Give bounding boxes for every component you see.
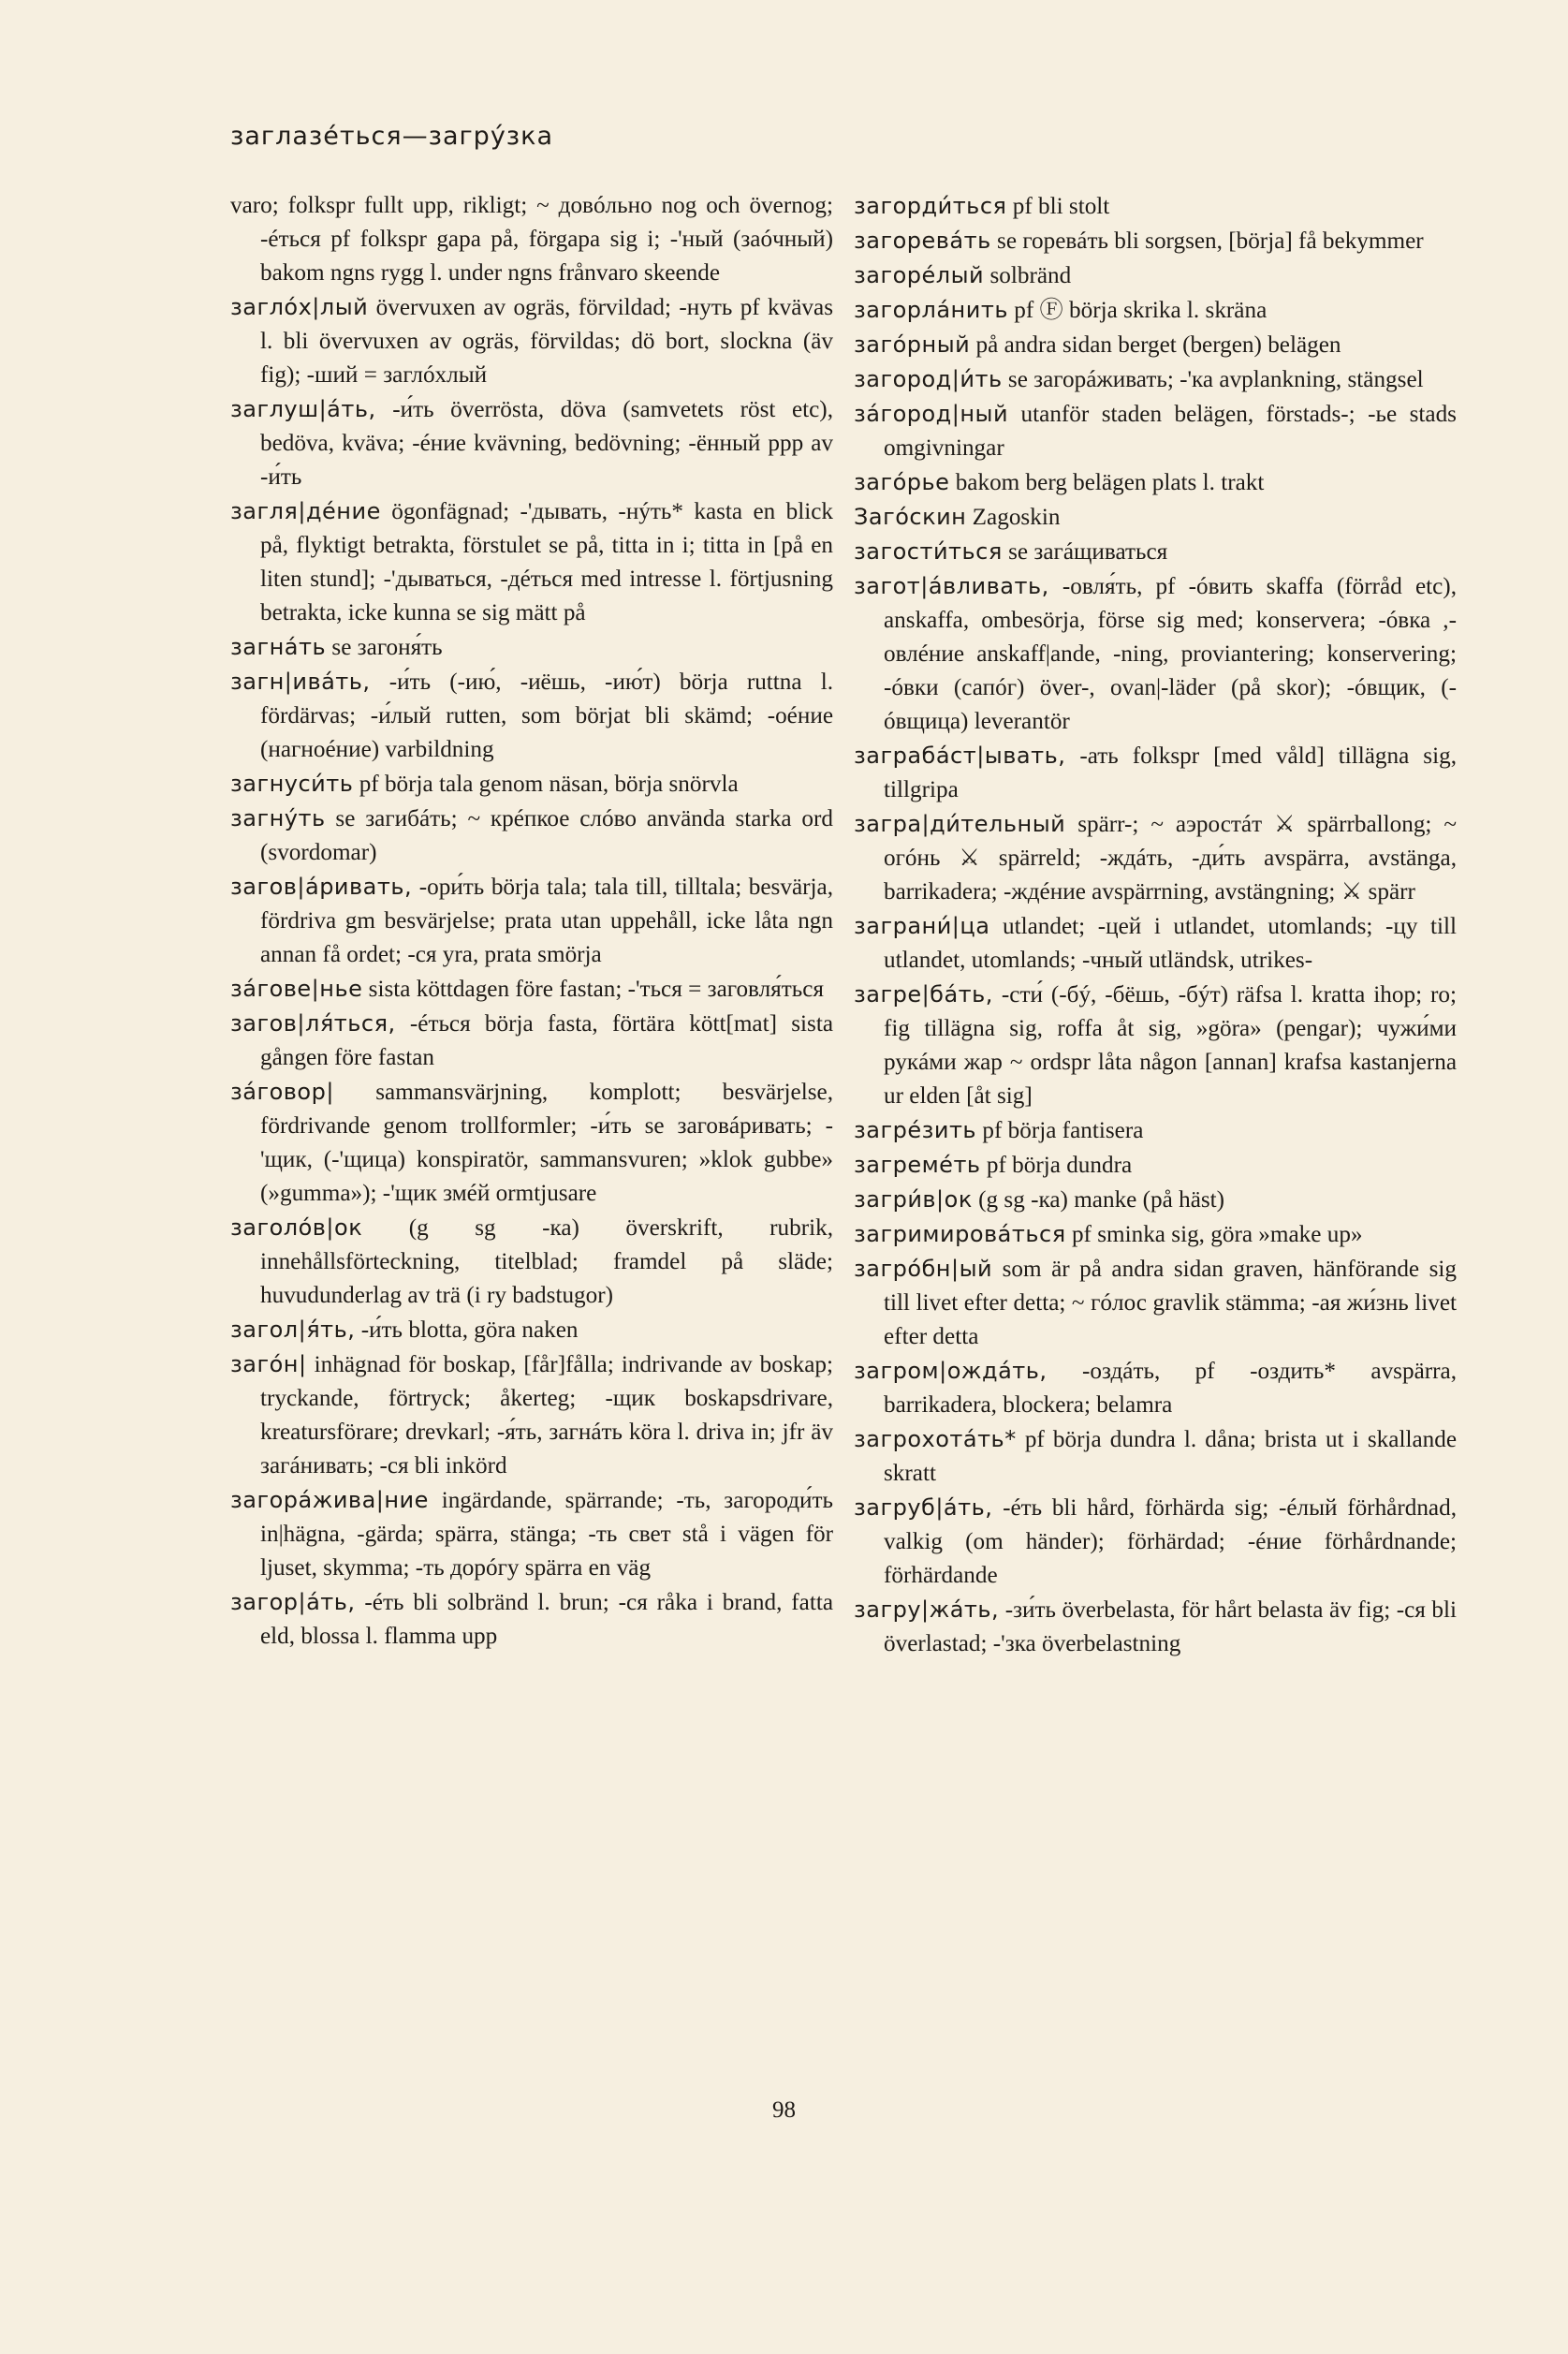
dictionary-entry: [854, 739, 1457, 807]
dictionary-entry: [230, 494, 833, 630]
definition: -овля́ть, pf -óвить skaffa (förråd etc), anskaffa, ombesörja, förse sig med; konservera; -óвка ,-овлéние anskaff|ande, -ning, proviantering; konservering; -óвки (сапóг) över-, ovan|-läder (på skor); -óвщик, (-óвщица) leverantör: [884, 574, 1457, 734]
headword: Загóскин: [854, 504, 967, 530]
headword: заголóв|ок: [230, 1214, 363, 1241]
headword: зáгород|ный: [854, 401, 1009, 427]
headword: загремéть: [854, 1152, 981, 1178]
definition: se загоня́ть: [326, 635, 443, 660]
definition: spärr-; ~ аэростáт ⚔ spärrballong; ~ огóнь ⚔ spärreld; -ждáть, -ди́ть avspärra, avstänga, barrikadera; -ждéние avspärrning, avstängning; ⚔ spärr: [884, 812, 1457, 905]
dictionary-entry: [230, 972, 833, 1007]
dictionary-entry: [230, 870, 833, 972]
headword: загнáть: [230, 634, 327, 660]
dictionary-entry: [854, 1422, 1457, 1491]
dictionary-entry: [854, 1354, 1457, 1422]
definition: sista köttdagen före fastan; -'ться = заговля́ться: [362, 977, 825, 1002]
dictionary-entry: [854, 258, 1457, 293]
definition: pf sminka sig, göra »make up»: [1065, 1222, 1363, 1247]
definition: pf börja tala genom näsan, börja snörvla: [353, 772, 739, 797]
definition: -éться börja fasta, förtära kött[mat] sista gången före fastan: [260, 1011, 833, 1070]
definition: -сти́ (-бý, -бёшь, -бýт) räfsa l. kratta ihop; ro; fig tillägna sig, roffa åt sig, »göra» (pengar); чужи́ми рукáми жар ~ ordspr låta någon [annan] krafsa kastanjerna ur elden [åt sig]: [884, 982, 1457, 1109]
headword: загнýть: [230, 805, 326, 831]
dictionary-entry: [854, 328, 1457, 362]
definition: varo; folkspr fullt upp, rikligt; ~ довóльно nog och övernog; -éться pf folkspr gapa på, förgapa sig i; -'ный (заóчный) bakom ngns rygg l. under ngns frånvaro skeende: [230, 193, 833, 286]
headword: загости́ться: [854, 538, 1003, 565]
definition: pf Ⓕ börja skrika l. skräna: [1007, 298, 1268, 323]
dictionary-entry: [230, 392, 833, 494]
definition: solbränd: [984, 263, 1072, 288]
headword: загóн|: [230, 1351, 307, 1377]
dictionary-entry: [230, 189, 833, 290]
definition: på andra sidan berget (bergen) belägen: [970, 332, 1341, 358]
headword: загорéлый: [854, 262, 985, 288]
headword: загнуси́ть: [230, 771, 354, 797]
headword: загн|ивáть,: [230, 669, 371, 695]
dictionary-entry: [854, 569, 1457, 739]
dictionary-entry: [854, 1148, 1457, 1183]
dictionary-entry: [230, 630, 833, 665]
dictionary-entry: [854, 978, 1457, 1113]
definition: -и́ть överrösta, döva (samvetets röst etc), bedöva, kväva; -éние kvävning, bedövning; -ённый ppp av -и́ть: [260, 397, 833, 490]
headword: загор|áть,: [230, 1589, 356, 1615]
headword: загримировáться: [854, 1221, 1066, 1247]
definition: sammansvärjning, komplott; besvärjelse, fördrivande genom trollformler; -и́ть se заговáривать; -'щик, (-'щица) konspiratör, sammansvuren; »klok gubbe» (»gumma»); -'щик змéй ormtjusare: [260, 1080, 833, 1206]
definition: -ать folkspr [med våld] tillägna sig, tillgripa: [884, 743, 1457, 802]
dictionary-entry: [230, 1313, 833, 1347]
page-number: 98: [772, 2097, 796, 2123]
dictionary-entry: [854, 1113, 1457, 1148]
dictionary-entry: [854, 1183, 1457, 1217]
headword: заграни́|ца: [854, 913, 990, 939]
headword: загов|áривать,: [230, 874, 413, 900]
dictionary-entry: [854, 807, 1457, 909]
headword: загов|ля́ться,: [230, 1010, 396, 1037]
definition: pf börja dundra: [980, 1153, 1133, 1178]
dictionary-entry: [854, 1217, 1457, 1252]
definition: pf börja dundra l. dåna; brista ut i skallande skratt: [884, 1427, 1457, 1486]
definition: se загáщиваться: [1002, 539, 1168, 565]
headword: заглóх|лый: [230, 294, 369, 320]
definition: -зи́ть överbelasta, för hårt belasta äv fig; -ся bli överlastad; -'зка överbelastning: [884, 1597, 1457, 1656]
definition: se загорáживать; -'ка avplankning, stängsel: [1002, 367, 1424, 392]
dictionary-entry: [230, 802, 833, 870]
dictionary-entry: [854, 1252, 1457, 1354]
headword: загруб|áть,: [854, 1494, 993, 1521]
dictionary-entry: [854, 293, 1457, 328]
right-column: [854, 189, 1457, 1661]
headword: зáгове|нье: [230, 976, 363, 1002]
headword: загрóбн|ый: [854, 1256, 993, 1282]
headword: загóрный: [854, 331, 971, 358]
headword: загород|и́ть: [854, 366, 1003, 392]
definition: inhägnad för boskap, [får]fålla; indrivande av boskap; tryckande, förtryck; åkerteg; -щик boskapsdrivare, kreatursförare; drevkarl; -я́ть, загнáть köra l. driva in; jfr äv загáнивать; -ся bli inkörd: [260, 1352, 834, 1479]
headword: заглуш|áть,: [230, 396, 376, 422]
headword: загрéзить: [854, 1117, 977, 1143]
headword: загля|дéние: [230, 498, 381, 524]
running-head: заглазéться—загрýзка: [230, 122, 554, 151]
definition: utanför staden belägen, förstads-; -ье stads omgivningar: [884, 402, 1457, 461]
definition: (g sg -ка) manke (på häst): [972, 1187, 1225, 1213]
definition: utlandet; -цей i utlandet, utomlands; -цу till utlandet, utomlands; -чный utländsk, utrikes-: [884, 914, 1457, 973]
dictionary-entry: [230, 1075, 833, 1211]
definition: övervuxen av ogräs, förvildad; -нуть pf kvävas l. bli övervuxen av ogräs, förvildas; dö bort, slockna (äv fig); -ший = заглóхлый: [260, 295, 833, 388]
dictionary-entry: [854, 909, 1457, 978]
definition: -ори́ть börja tala; tala till, tilltala; besvärja, fördriva gm besvärjelse; prata utan uppehåll, icke låta ngn annan få ordet; -ся yra, prata smörja: [260, 875, 833, 967]
dictionary-entry: [230, 1585, 833, 1654]
headword: загоревáть: [854, 228, 991, 254]
dictionary-entry: [230, 665, 833, 767]
dictionary-entry: [230, 1483, 833, 1585]
dictionary-entry: [854, 189, 1457, 224]
definition: Zagoskin: [966, 505, 1061, 530]
headword: заграбáст|ывать,: [854, 743, 1066, 769]
dictionary-entry: [230, 1211, 833, 1313]
definition: -оздáть, pf -оздить* avspärra, barrikadera, blockera; belamra: [884, 1359, 1457, 1418]
dictionary-entry: [854, 500, 1457, 535]
headword: загра|ди́тельный: [854, 811, 1066, 837]
headword: загре|бáть,: [854, 981, 993, 1008]
dictionary-entry: [854, 224, 1457, 258]
headword: загрохотáть*: [854, 1426, 1017, 1452]
dictionary-entry: [854, 465, 1457, 500]
headword: зáговор|: [230, 1079, 334, 1105]
definition: pf bli stolt: [1006, 194, 1110, 219]
headword: загру|жáть,: [854, 1596, 1000, 1623]
definition: -и́ть (-ию́, -иёшь, -ию́т) börja ruttna l. fördärvas; -и́лый rutten, som börjat bli skämd; -оéние (нагноéние) varbildning: [260, 669, 833, 762]
definition: pf börja fantisera: [976, 1118, 1144, 1143]
dictionary-entry: [230, 1007, 833, 1075]
dictionary-entry: [230, 1347, 833, 1483]
dictionary-entry: [854, 535, 1457, 569]
definition: ögonfägnad; -'дывать, -нýть* kasta en blick på, flyktigt betrakta, förstulet se på, titta in i; titta in [på en liten stund]; -'дываться, -дéться med intresse l. förtjusning betrakta, icke kunna se sig mätt på: [260, 499, 833, 625]
headword: загот|áвливать,: [854, 573, 1049, 599]
dictionary-entry: [854, 1491, 1457, 1593]
dictionary-entry: [854, 362, 1457, 397]
dictionary-entry: [854, 1593, 1457, 1661]
headword: загри́в|ок: [854, 1186, 973, 1213]
definition: som är på andra sidan graven, hänförande sig till livet efter detta; ~ гóлос gravlik stämma; -ая жи́знь livet efter detta: [884, 1257, 1457, 1349]
headword: загóрье: [854, 469, 950, 495]
definition: -и́ть blotta, göra naken: [355, 1317, 579, 1343]
headword: загорáжива|ние: [230, 1487, 429, 1513]
definition: ingärdande, spärrande; -ть, загороди́ть in|hägna, -gärda; spärra, stänga; -ть свет stå i vägen för ljuset, skymma; -ть дорóгу spärra en väg: [260, 1488, 833, 1581]
headword: загол|я́ть,: [230, 1317, 356, 1343]
definition: (g sg -ка) överskrift, rubrik, innehållsförteckning, titelblad; framdel på släde; huvudunderlag av trä (i ry badstugor): [260, 1215, 833, 1308]
left-column: [230, 189, 833, 1654]
definition: bakom berg belägen plats l. trakt: [949, 470, 1265, 495]
dictionary-entry: [854, 397, 1457, 465]
dictionary-entry: [230, 767, 833, 802]
definition: se загибáть; ~ крéпкое слóво använda starka ord (svordomar): [260, 806, 833, 865]
definition: -éть bli solbränd l. brun; -ся råka i brand, fatta eld, blossa l. flamma upp: [260, 1590, 833, 1649]
dictionary-entry: [230, 290, 833, 392]
definition: -éть bli hård, förhärda sig; -éлый förhårdnad, valkig (om händer); förhärdad; -éние förhårdnande; förhärdande: [884, 1495, 1457, 1588]
definition: se горевáть bli sorgsen, [börja] få bekymmer: [990, 228, 1424, 254]
headword: загорлáнить: [854, 297, 1008, 323]
headword: загром|ождáть,: [854, 1358, 1048, 1384]
headword: загорди́ться: [854, 193, 1007, 219]
